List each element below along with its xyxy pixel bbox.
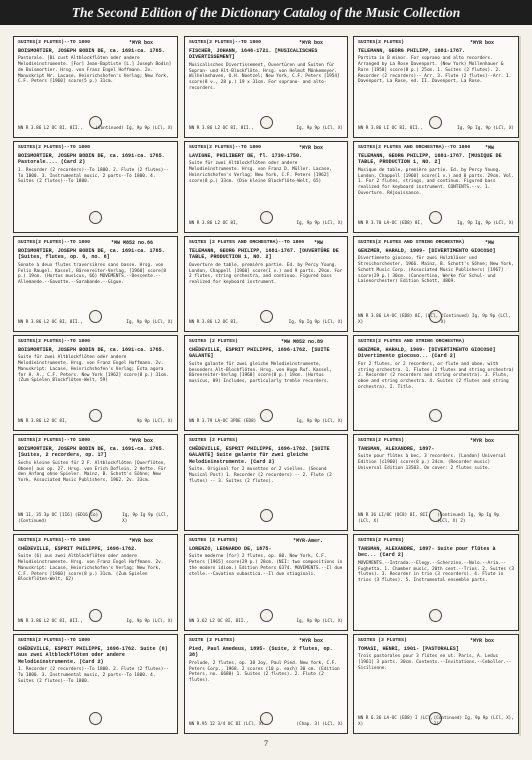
card-punch-hole <box>429 409 442 422</box>
card-description: Prelude, 2 flutes, op. 38 Joy, Paul Pied. New York, C.F. Peters Corp., 1968. 2 scores (10 p. each) 30 cm. (Edition Peters, no. 6688) 1. Suites (2 flutes). 2. Flute (2 flutes). <box>189 660 340 684</box>
card-footer <box>189 320 343 327</box>
card-footer <box>189 126 343 133</box>
card-main-entry: BOISMORTIER, JOSEPH BODIN DE, ca. 1691-ca. 1765. [Suites, 2 recorders, op. 17] <box>18 445 165 459</box>
page-number: 7 <box>264 739 268 748</box>
card-main-entry: LAVIGNE, PHILIBERT DE, fl. 1730-1750. <box>189 152 303 159</box>
card-footer <box>358 221 514 228</box>
card-main-entry: TANSMAN, ALEXANDRE, 1897- Suite pour flûtes à bec... (Card 2) <box>358 545 496 559</box>
card-description: Divertimento giocoso, für zwei Holzbläser und Streichorchester, 1966. Mainz, B. Schott's Söhne; New York, Schott Music Corp. (Associated Music Publishers) [1967] score(29 p.) 30cm. (Concertino, Werke für Schul- und Laienorchester) Edition Schott, 4869. <box>358 256 514 285</box>
card-subject-tag: SUITES(2 FLUTES AND STRING ORCHESTRA) <box>358 240 465 245</box>
card-punch-hole <box>89 712 102 725</box>
card-footer-right: Ig, 9p 9p (LCl, X) <box>296 126 343 132</box>
card-call-number: *MW <box>313 240 323 246</box>
catalog-card <box>13 434 178 531</box>
catalog-card <box>13 534 178 631</box>
card-description: Suite für zwei Altblockflöten oder andere Melodieinstrumente. Hrsg. von Franz D. Müller. Lacase, Heinrichshofen's Verlag; New York, C.F. Peters [1962] score(8 p.) 33cm. (Die kleine Blockflöte-Welt, 65) <box>189 161 332 184</box>
card-footer <box>18 320 173 327</box>
card-description: 1. Recorder (2 recorders)--To 1800. 2. Flute (2 flutes)--To 1800. 3. Instrumental music, 2 parts--To 1800. 4. Suites (2 flutes)--To 1800. <box>18 667 169 684</box>
card-footer-left: NN R 3.86 L2 OC 8I, <box>189 320 239 326</box>
card-main-entry: GENZMER, HARALD, 1909- [DIVERTIMENTO GIOCOSO] <box>358 247 496 254</box>
card-footer <box>189 221 343 228</box>
catalog-card <box>353 36 519 138</box>
card-footer <box>189 619 343 626</box>
card-footer-left: NN R 3.86 L2 OC 8I, <box>189 221 239 227</box>
catalog-card <box>353 634 519 734</box>
card-description: Sonate à deux flutes traversières sans basse. Hrsg. von Felix Raugel. Kassel, Bärenreiter-Verlag, [1960] score(8 p.) 19cm. (Hortus musicus, 66) MOVEMENTS.--Descente.--Allemande.--Gavotte.--Sarabande.--Gigue. <box>18 262 167 286</box>
card-main-entry: BOISMORTIER, JOSEPH BODIN DE, ca. 1691-ca. 1765. [Suites, flutes, op. 6, no. 6] <box>18 247 165 261</box>
card-punch-hole <box>260 509 273 522</box>
card-subject-heading <box>18 438 173 445</box>
card-description: Partita in B minor. For soprano and alto recorders. Arranged by La Rose Davenport. (New York) Mollenhauer & Rare [1958] score(8 p.) 25cm. 1. Suites (2 flutes). 2. Recorder (2 recorders)-- Arr. 3. Flute (2 flutes)--Arr. I. Davenport, La Rose, ed. II. Davenport, La Rose. <box>358 56 512 85</box>
card-footer-right: Ig, 9p Ig, 9p (LCl, X) <box>457 126 514 132</box>
card-call-number: *MW <box>484 145 494 151</box>
card-description: Pastorale. [Bi cust Altblockflöten oder andere Melodieinstrumente. [For] Jean-Baptiste [L.] Joseph Bodin] de Boismortier. Hrsg. von Franz Engel Hoffmann. 2v. Manuskript Nr. Lacase, Heinrichshofen's Verlag; New York, C.F. Peters [1960] score(5 p.) 31cm. <box>18 56 172 85</box>
card-footer-right: Ig, 9p 9p (LCl, X) <box>296 619 343 625</box>
card-call-number: *MYR box <box>128 40 153 46</box>
card-main-entry: GENZMER, HARALD, 1909- [DIVERTIMENTO GIOCOSO] Divertimento giocoso... (Card 2) <box>358 346 496 360</box>
card-footer-left: NN R 3.86 L2 OC 8I, 8II., <box>18 619 83 625</box>
card-call-number: *MW <box>484 240 494 246</box>
card-call-number: *MYR box <box>128 438 153 444</box>
card-footer-left: NN R 3.86 LA-OC (ED8) 8I, (LCl, X) <box>358 313 439 326</box>
card-call-number: *MYR box <box>298 145 323 151</box>
card-subject-tag: SUITES(2 FLUTES)--TO 1800 <box>18 40 90 45</box>
card-footer <box>18 419 173 426</box>
card-subject-heading <box>18 638 173 645</box>
card-subject-heading <box>358 538 514 545</box>
card-subject-heading <box>18 538 173 545</box>
card-main-entry: CHÉDEVILLE, ESPRIT PHILIPPE, 1696-1762. <box>18 545 138 552</box>
card-main-entry: TELEMANN, GEORG PHILIPP, 1681-1767. [OUVERTÜRE DE TABLE, PRODUCTION 1, NO. 2] <box>189 247 339 261</box>
card-footer-right: (Continued) Ig, 9p 9p (LCl, X), 2) <box>433 715 514 728</box>
card-subject-tag: SUITES(2 FLUTES AND ORCHESTRA)--TO 1800 <box>358 145 471 150</box>
card-punch-hole <box>89 211 102 224</box>
card-description: For 2 flutes, or 2 recorders, or flute and oboe, with string orchestra. 1. Flutes (2 flutes and string orchestra) 2. Recorder (2 recorders and string orchestra). 3. Flute, oboe and string orchestra. 4. Suites (2 flutes and string orchestra). I. Title. <box>358 361 514 390</box>
card-description: Suite (6) aus zwei Altblockflöten oder andere Melodieinstrumente. Hrsg. von Franz Engel Hoffmann. 2v. Manuskript: Lacase, Heinrichshofen's Verlag; New York, C.F. Peters [1960] score(8 p.) 31cm. (Zum Spielen Blockflöten-Welt, 62) <box>18 554 164 583</box>
card-subject-tag: SUITES (2 FLUTES AND ORCHESTRA)--TO 1800 <box>189 240 305 245</box>
catalog-card <box>184 141 348 233</box>
catalog-card <box>184 434 348 531</box>
card-footer <box>18 619 173 626</box>
card-footer-right: Ig, 9p 9p (LCl, X) <box>296 221 343 227</box>
page-edge <box>519 36 521 736</box>
card-footer <box>358 314 514 327</box>
card-footer-right: Ig, 9p 9p (LCl, X) <box>126 619 173 625</box>
card-footer <box>18 126 173 133</box>
card-footer-left: NN 3.62 L2 OC 8I, 8II., <box>189 619 249 625</box>
card-subject-heading <box>189 538 343 545</box>
card-subject-heading <box>189 339 343 346</box>
card-description: Suite pour flûtes à bec, 3 recorders. [London] Universal Edition [c1960] score(8 p.) 24cm. (Recorder music) Universal Edition 13503. On cover: 2 flutes suite. <box>358 454 507 471</box>
card-description: 1. Recorder (2 recorders)--To 1800. 2. Flute (2 flutes)--To 1800. 3. Instrumental music, 2 parts--To 1800. 4. Suites (2 flutes)--To 1800. <box>18 167 169 185</box>
card-description: Trois pastorales pour 3 flûtes en ut. Paris, A. Leduc [1961] 3 parts. 30cm. Contents.--Invitations.--Ceboller.--Sicilienne. <box>358 654 512 671</box>
card-subject-heading <box>189 145 343 152</box>
card-description: Musicalisches Divertissement, Ouvertüren und Suiten für Sopran- und Alt-Blockflöte. Hrsg. von Helmut Mönkemeyer. Wilhelmshaven, O.H. Noetzel; New York, C.F. Peters [1954] score(8 v., 28 p.) 19 x 31cm. For soprano- and alto-recorders. <box>189 62 340 91</box>
card-call-number: *MYR box <box>469 40 494 46</box>
card-footer-left: NN 11, 35 3p OC [1I6] (ED16,Co) (Continued) <box>18 512 99 525</box>
card-subject-heading <box>358 638 514 645</box>
card-call-number: *MW M852 no.66 <box>110 240 153 246</box>
page-header-title: The Second Edition of the Dictionary Catalog of the Music Collection <box>71 5 461 20</box>
card-footer-right: Ig, 9p 9p (LCl, X) <box>126 320 173 326</box>
card-description: Suite für zwei Altblockflöten oder andere Melodieinstrumente. Hrsg. von Franz Engel Hoffmann. 2v. Manuskript: Lacase, Heinrichshofen's Verlag; Esta agora for H. A., C.F. Peters. New York [1962] score(8 p.) 31cm. (Zum Spielen Blockflöten-Welt, 59) <box>18 355 169 384</box>
card-footer-left: NN R 36 LI/8C (OC8) 8I, 8II. (LCl, X) <box>358 512 431 525</box>
card-call-number: *MYR box <box>469 638 494 644</box>
card-main-entry: TOMASI, HENRI, 1901- [PASTORALES] <box>358 645 459 652</box>
card-footer <box>18 513 173 526</box>
card-description: Suite galante für zwei gleiche Melodieinstrumente, besonders Alt-Blockflöten. Hrsg. von Hugo Ruf. Kassel, Bärenreiter-Verlag [1960] score(8 p.) 19cm. (Hortus musicus, 89) Includes, particularly treble recorders. <box>189 361 332 385</box>
card-main-entry: BOISMORTIER, JOSEPH BODIN DE, ca. 1691-ca. 1765. <box>18 47 165 54</box>
card-subject-heading <box>189 40 343 47</box>
card-subject-heading <box>189 638 343 645</box>
card-subject-tag: SUITES (3 FLUTES) <box>358 638 407 643</box>
card-call-number: *MYR-Amer. <box>292 538 323 544</box>
card-main-entry: TANSMAN, ALEXANDRE, 1897- <box>358 445 435 452</box>
catalog-card <box>13 335 178 431</box>
card-footer <box>358 513 514 526</box>
catalog-card <box>184 236 348 332</box>
card-description: Sechs kleine Suiten für 2 F. Altblockflöten [Querflöten, Oboen] aus op. 27. Hrsg. von Erich Doflein. 2 Hefte. Für den Anfang ohne Spieler. Mainz, B. Schott's Söhne; New York, Associated Music Publishers, 1962. 2v. 33cm. <box>18 460 167 484</box>
card-subject-tag: SUITES(2 FLUTES)--TO 1800 <box>18 145 90 150</box>
card-subject-tag: SUITES(2 FLUTES AND STRING ORCHESTRA) <box>358 339 465 344</box>
card-footer-left: NN R 3.86 L2 OC 8I, 8II., <box>18 126 83 132</box>
card-footer-right: (Continued) Ig, 9p 9p (LCl, X) <box>95 126 173 132</box>
card-footer-left: NN R 6.36 LA-OC (ED8) I (LCl, X) <box>358 715 434 728</box>
catalog-card <box>184 335 348 431</box>
card-description: Ouverture de table, première partie. Ed. by Percy Young. London, Chappell [1960] score(1 v.) and 9 parts. 29cm. For 2 flutes, string orchestra, and continuo. Figured bass realized for keyboard instrument. <box>189 262 343 286</box>
card-call-number: *MW M852 no.89 <box>280 339 323 345</box>
card-footer-left: NN R.95 12 3/4 OC 8I (LCl, X) <box>189 722 265 728</box>
card-call-number: *MYR box <box>128 538 153 544</box>
card-footer-left: NN R 3.86 LI OC 8I, 8II., <box>358 126 423 132</box>
card-main-entry: LORENZO, LEONARDO DE, 1875- <box>189 545 272 552</box>
page-header <box>0 0 532 25</box>
card-footer-left: NN R 3.79 LA-OC 3PDE (ED8) <box>189 419 257 425</box>
catalog-card <box>353 141 519 233</box>
catalog-card <box>184 36 348 138</box>
catalog-card <box>353 534 519 631</box>
catalog-card <box>13 36 178 138</box>
card-main-entry: BOISMORTIER, JOSEPH BODIN DE, ca. 1691-ca. 1765. Pastorale.... (Card 2) <box>18 152 165 166</box>
catalog-card-grid <box>13 36 519 736</box>
card-description: Suite moderne [for] 2 flutes, op. 80. New York, C.F. Peters [1965] score(29 p.) 28cm. (NII: two compositions in the modern idiom.) Edition Peters 6374. MOVEMENTS.--Il due stelle.--Cavatina subastica.--Il due stiaginali. <box>189 554 343 577</box>
catalog-card <box>184 534 348 631</box>
card-call-number: *MYR box <box>298 638 323 644</box>
card-footer-right: Ig, 9p Ig, 9p (LCl, X) <box>457 221 514 227</box>
card-subject-heading <box>18 145 173 152</box>
catalog-card <box>353 236 519 332</box>
card-main-entry: CHÉDEVILLE, ESPRIT PHILIPPE, 1696-1762. Suite (6) aus zwei Altblockflöten oder andere Melodieinstrumente. (Card 2) <box>18 645 168 665</box>
card-subject-tag: SUITES (2 FLUTES) <box>189 339 238 344</box>
card-footer-right: Ig, 9p 9p (LCl, X) <box>296 419 343 425</box>
card-subject-tag: SUITES(2 FLUTES)--TO 1800 <box>18 339 90 344</box>
catalog-card <box>13 236 178 332</box>
card-footer <box>358 126 514 133</box>
card-description: MOVEMENTS.--Intrada.--Elegy.--Scherzino.--Nolo.--Aria.--Fughetta. 1. Chamber music, 20th cent.--Trios. 2. Suites (3 flutes). 3. Recorder in trio (3 recorders). 4. Flute in trios (3 flutes). 5. Instrumental ensemble parts. <box>358 560 514 584</box>
card-subject-tag: SUITES(2 FLUTES)--TO 1800 <box>18 240 90 245</box>
card-description: Musique de table, première partie. Ed. by Percy Young. London, Chappell [1960] score(1 v.) and 8 parts. 29cm. Vol. 1. For 2 flutes, strings, and continuo. Figured bass realized for keyboard instrument. CONTENTS.--v. 1. Ouverture. Réjouissance. <box>358 167 514 196</box>
card-footer-right: (Continued) Ig, 9p Ig 9p (LCl, X) 2) <box>437 512 500 525</box>
card-subject-tag: SUITES(2 FLUTES) <box>358 538 405 543</box>
card-subject-tag: SUITES(2 FLUTES)--TO 1800 <box>18 538 90 543</box>
card-main-entry: CHÉDEVILLE, ESPRIT PHILIPPE, 1696-1762. [SUITE GALANTE] Suite galante für zwei gleiche Melodieinstrumente. (Card 2) <box>189 445 330 465</box>
card-footer-right: (Continued) Ig, 9p 9p (LCl, X) <box>440 313 511 326</box>
card-main-entry: CHÉDEVILLE, ESPRIT PHILIPPE, 1696-1762. [SUITE GALANTE] <box>189 346 330 360</box>
card-subject-tag: SUITES (2 FLUTES) <box>189 438 238 443</box>
card-subject-heading <box>358 240 514 247</box>
card-subject-heading <box>358 145 514 152</box>
card-main-entry: TELEMANN, GEORG PHILIPP, 1681-1767. <box>358 47 465 54</box>
card-footer-right: Ig, 9p Ig 9p (LCl, X) <box>122 512 169 525</box>
card-subject-heading <box>18 339 173 346</box>
card-footer-right: (Chap. 3) (LCl, X) <box>296 722 343 728</box>
card-main-entry: Pied, Paul Amedeus, 1895- (Suite, 2 flutes, op. 38) <box>189 645 333 659</box>
card-punch-hole <box>429 609 442 622</box>
card-description: Suite. Original for 2 musettes or 2 vielles. (Second Musical Post) 1. Recorder (2 recorders) -- 2. Flute (2 flutes) -- 3. Suites (2 flutes). <box>189 467 332 484</box>
card-subject-tag: SUITES(2 FLUTES) <box>358 40 405 45</box>
card-subject-tag: SUITES(2 FLUTES)--TO 1800 <box>18 438 90 443</box>
card-footer-left: NN R 3.70 LA-OC (ED8) 8I, <box>358 221 423 227</box>
card-subject-tag: SUITES (2 FLUTES) <box>189 538 238 543</box>
card-subject-tag: SUITE (2 FLUTES) <box>189 638 236 643</box>
card-footer <box>189 722 343 729</box>
catalog-card <box>353 335 519 431</box>
card-subject-heading <box>189 240 343 247</box>
card-subject-heading <box>189 438 343 445</box>
catalog-card <box>13 141 178 233</box>
card-footer-right: 9p 9p (LCl, X) <box>136 419 173 425</box>
card-subject-heading <box>358 40 514 47</box>
card-call-number: *MYR box <box>298 40 323 46</box>
card-subject-tag: SUITES(2 FLUTES)--TO 1800 <box>18 638 90 643</box>
card-main-entry: FISCHER, JOHANN, 1646-1721. [MUSICALISCHES DIVERTISSEMENT] <box>189 47 318 61</box>
card-footer-right: Ig, 9p Ig 9p (LCl, X) <box>288 320 343 326</box>
card-footer <box>189 419 343 426</box>
card-subject-tag: SUITES(2 FLUTES) <box>358 438 405 443</box>
catalog-card <box>184 634 348 734</box>
card-subject-heading <box>358 339 514 346</box>
card-call-number: *MYR box <box>469 438 494 444</box>
catalog-card <box>13 634 178 734</box>
card-main-entry: BOISMORTIER, JOSEPH BODIN DE, ca. 1691-ca. 1765. <box>18 346 165 353</box>
card-subject-heading <box>358 438 514 445</box>
card-footer <box>358 716 514 729</box>
card-subject-tag: SUITES(2 FLUTES)--TO 1800 <box>189 40 261 45</box>
card-subject-heading <box>18 40 173 47</box>
card-subject-heading <box>18 240 173 247</box>
card-subject-tag: SUITES(2 FLUTES)--TO 1800 <box>189 145 261 150</box>
card-footer-left: NN R 3.86 L2 OC 8I, 8II., <box>18 320 83 326</box>
card-footer-left: NN R 3.86 L2 OC 8I, 8II., <box>189 126 254 132</box>
card-main-entry: TELEMANN, GEORG PHILIPP, 1681-1767. [MUSIQUE DE TABLE, PRODUCTION 1, NO. 2] <box>358 152 502 166</box>
card-footer-left: NN R 3.86 L2 OC 8I, <box>18 419 68 425</box>
catalog-card <box>353 434 519 531</box>
